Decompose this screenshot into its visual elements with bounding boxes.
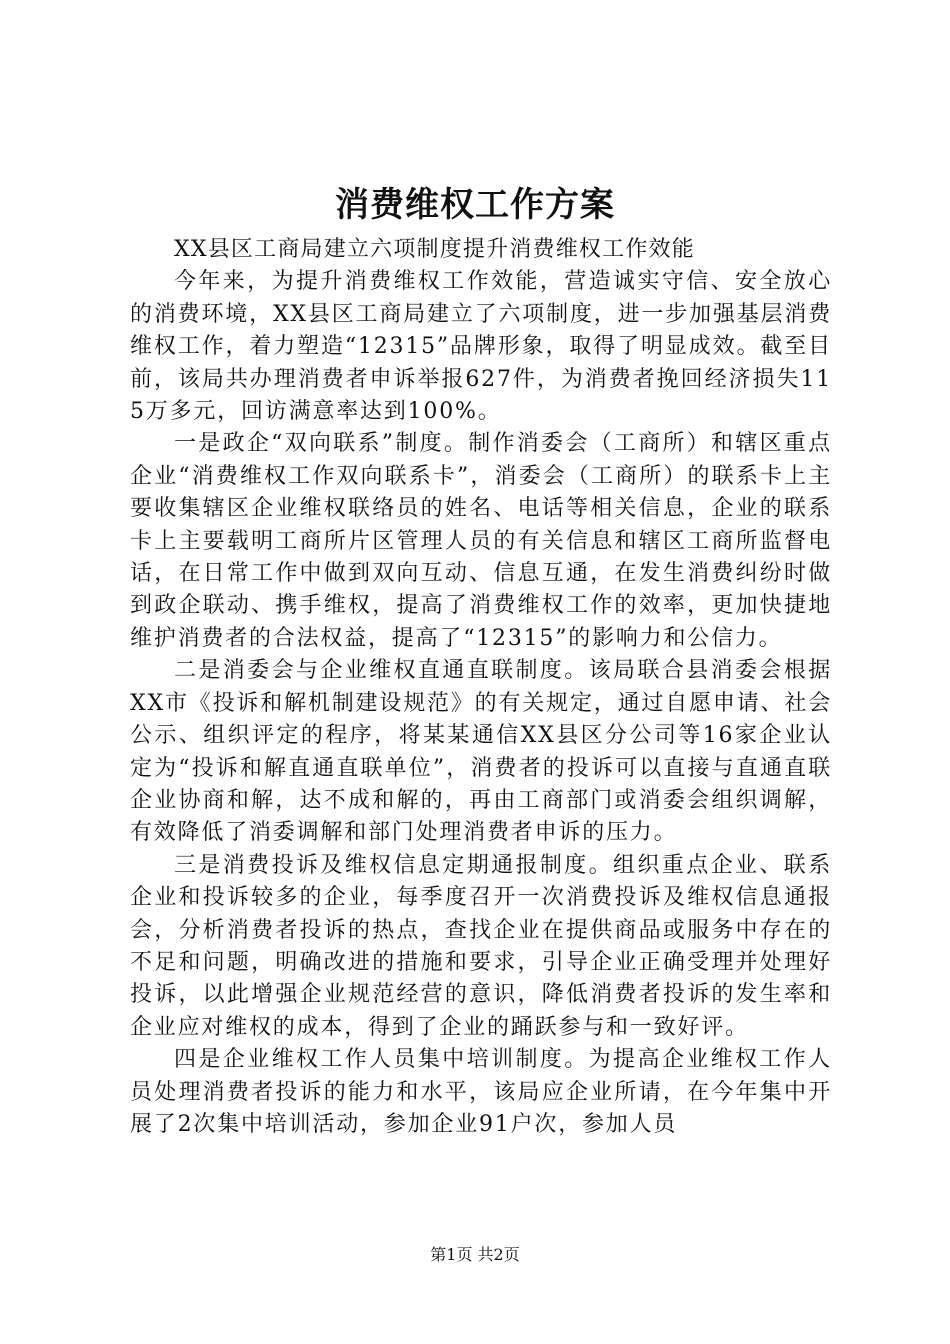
paragraph-system-4: 四是企业维权工作人员集中培训制度。为提高企业维权工作人员处理消费者投诉的能力和水平，该局应企业所请，在今年集中开展了2次集中培训活动，参加企业91户次，参加人员 (130, 1047, 832, 1137)
document-title: 消费维权工作方案 (335, 185, 615, 225)
paragraph-system-1: 一是政企“双向联系”制度。制作消委会（工商所）和辖区重点企业“消费维权工作双向联系卡”，消委会（工商所）的联系卡上主要收集辖区企业维权联络员的姓名、电话等相关信息，企业的联系卡上主要载明工商所片区管理人员的有关信息和辖区工商所监督电话，在日常工作中做到双向互动、信息互通，在发生消费纠纷时做到政企联动、携手维权，提高了消费维权工作的效率，更加快捷地维护消费者的合法权益，提高了“12315”的影响力和公信力。 (130, 431, 832, 651)
paragraph-system-2: 二是消委会与企业维权直通直联制度。该局联合县消委会根据XX市《投诉和解机制建设规范》的有关规定，通过自愿申请、社会公示、组织评定的程序，将某某通信XX县区分公司等16家企业认定为“投诉和解直通直联单位”，消费者的投诉可以直接与直通直联企业协商和解，达不成和解的，再由工商部门或消委会组织调解，有效降低了消委调解和部门处理消费者申诉的压力。 (130, 658, 832, 846)
document-subtitle: XX县区工商局建立六项制度提升消费维权工作效能 (174, 237, 695, 262)
paragraph-system-3: 三是消费投诉及维权信息定期通报制度。组织重点企业、联系企业和投诉较多的企业，每季度召开一次消费投诉及维权信息通报会，分析消费者投诉的热点，查找企业在提供商品或服务中存在的不足和问题，明确改进的措施和要求，引导企业正确受理并处理好投诉，以此增强企业规范经营的意识，降低消费者投诉的发生率和企业应对维权的成本，得到了企业的踊跃参与和一致好评。 (130, 852, 832, 1040)
page-number: 第1页 共2页 (430, 1245, 520, 1264)
paragraph-intro: 今年来，为提升消费维权工作效能，营造诚实守信、安全放心的消费环境，XX县区工商局建立了六项制度，进一步加强基层消费维权工作，着力塑造“12315”品牌形象，取得了明显成效。截至目前，该局共办理消费者申诉举报627件，为消费者挽回经济损失115万多元，回访满意率达到100%。 (130, 269, 832, 425)
document-body (130, 234, 832, 1141)
